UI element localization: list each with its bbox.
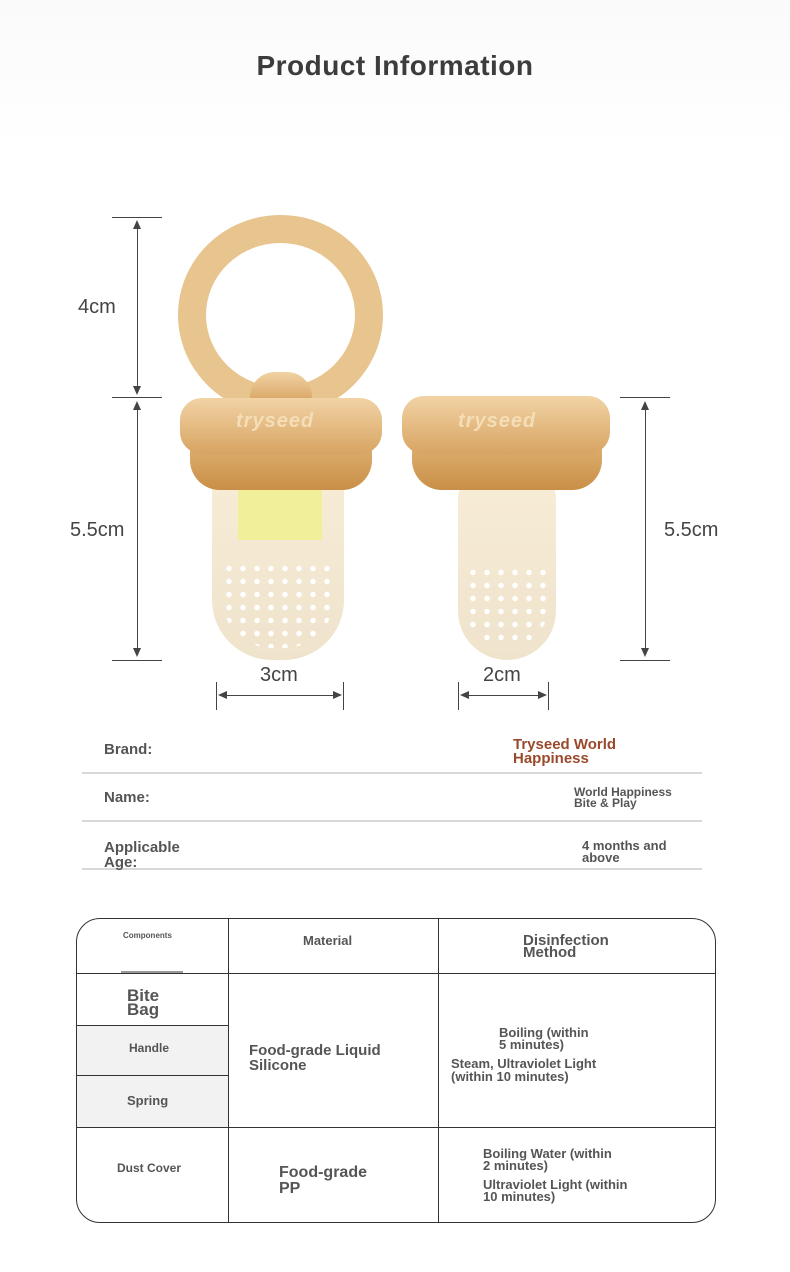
header-components: Components xyxy=(123,931,172,940)
dim-label-right-width: 2cm xyxy=(483,664,521,686)
method-uv: Ultraviolet Light (within 10 minutes) xyxy=(483,1177,628,1204)
table-divider xyxy=(77,973,716,974)
dim-tick xyxy=(112,660,162,661)
info-key: Applicable Age: xyxy=(104,839,180,871)
component-dust-cover: Dust Cover xyxy=(117,1161,182,1175)
dim-label-right-body: 5.5cm xyxy=(664,519,719,541)
right-brand-stamp: tryseed xyxy=(458,410,537,432)
component-spring: Spring xyxy=(127,1093,169,1108)
arrow-up-icon xyxy=(133,220,141,229)
info-row-brand xyxy=(82,724,702,774)
info-row-name xyxy=(82,772,702,822)
dim-tick xyxy=(620,397,670,398)
dim-line-right-body xyxy=(645,407,646,651)
page-title: Product Information xyxy=(256,50,534,81)
info-key: Brand: xyxy=(104,741,153,758)
material-silicone: Food-grade Liquid Silicone xyxy=(249,1042,381,1074)
arrow-up-icon xyxy=(641,401,649,410)
table-divider xyxy=(438,919,439,1223)
left-insert xyxy=(238,482,322,540)
info-value: World Happiness Bite & Play xyxy=(574,785,672,810)
left-mesh-holes xyxy=(222,562,334,648)
arrow-right-icon xyxy=(333,691,342,699)
table-divider xyxy=(77,1127,716,1128)
info-value: 4 months and above xyxy=(582,838,667,865)
method-boiling-water: Boiling Water (within 2 minutes) xyxy=(483,1146,612,1173)
components-table xyxy=(76,918,716,1223)
table-divider xyxy=(77,1025,228,1026)
dim-line-handle xyxy=(137,225,138,389)
material-pp: Food-grade PP xyxy=(279,1164,367,1197)
header-disinfection: Disinfection Method xyxy=(523,932,609,961)
arrow-right-icon xyxy=(538,691,547,699)
dim-line-left-body xyxy=(137,407,138,651)
table-divider xyxy=(228,919,229,1223)
dim-line-left-width xyxy=(226,695,334,696)
method-steam-uv: Steam, Ultraviolet Light (within 10 minutes) xyxy=(451,1056,597,1084)
dim-tick xyxy=(112,217,162,218)
right-mesh-holes xyxy=(466,566,548,648)
arrow-down-icon xyxy=(133,648,141,657)
dim-label-handle: 4cm xyxy=(78,296,116,318)
arrow-down-icon xyxy=(133,386,141,395)
header-material: Material xyxy=(303,933,353,948)
dim-tick xyxy=(548,682,549,710)
component-bite-bag: Bite Bag xyxy=(127,986,160,1019)
method-boiling: Boiling (within 5 minutes) xyxy=(499,1025,589,1052)
info-key: Name: xyxy=(104,789,150,806)
table-divider xyxy=(77,1075,228,1076)
dim-line-right-width xyxy=(468,695,538,696)
dim-label-left-width: 3cm xyxy=(260,664,298,686)
component-handle: Handle xyxy=(129,1041,170,1055)
dim-tick xyxy=(343,682,344,710)
dim-tick xyxy=(620,660,670,661)
header-underline xyxy=(121,971,183,973)
dim-tick xyxy=(112,397,162,398)
dim-tick xyxy=(458,682,459,710)
left-brand-stamp: tryseed xyxy=(236,410,315,432)
info-row-age xyxy=(82,820,702,870)
dim-tick xyxy=(216,682,217,710)
arrow-up-icon xyxy=(133,401,141,410)
info-value: Tryseed World Happiness xyxy=(513,736,617,767)
dim-label-left-body: 5.5cm xyxy=(70,519,125,541)
arrow-left-icon xyxy=(460,691,469,699)
arrow-left-icon xyxy=(218,691,227,699)
arrow-down-icon xyxy=(641,648,649,657)
